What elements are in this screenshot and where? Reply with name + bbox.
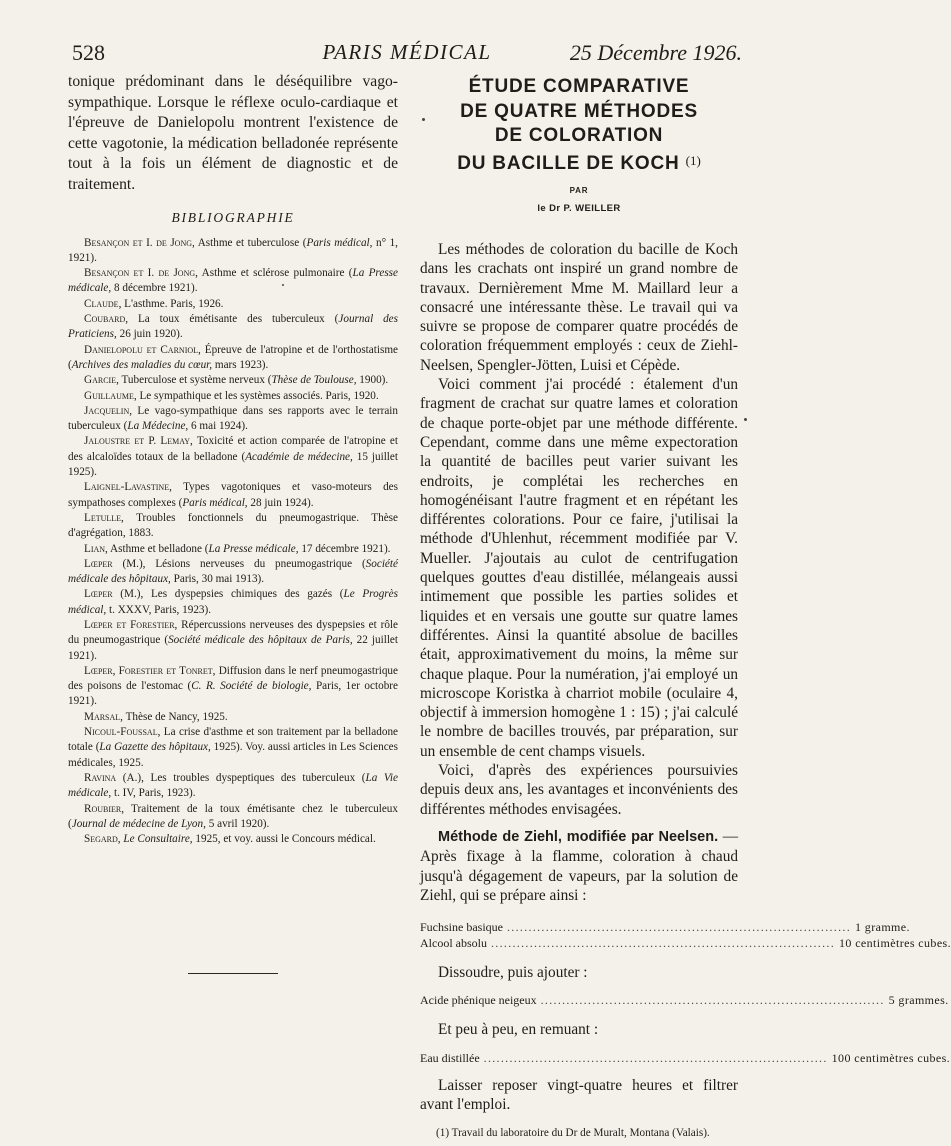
bibliography-author: Garcie, — [84, 374, 119, 387]
bibliography-text: 5 avril 1920). — [205, 817, 270, 830]
method-title: Méthode de Ziehl, modifiée par Neelsen. — [438, 828, 719, 845]
bibliography-text: Asthme et belladone ( — [107, 542, 209, 555]
continued-paragraph: tonique prédominant dans le déséquilibre vago-sympathique. Lorsque le réflexe oculo-cardiaque et l'épreuve de Danielopolu montrent l'existence de cette vagotonie, la médication belladonée représente tout à la fois un élément de diagnostic et de traitement. — [68, 73, 398, 193]
bibliography-author: Segard, — [84, 833, 121, 846]
bibliography-author: Lœper, Forestier et Tonret, — [84, 664, 216, 677]
bibliography-source: Journal des Praticiens, — [68, 313, 398, 341]
bibliography-text: 1900). — [356, 374, 389, 387]
footnote: (1) Travail du laboratoire du Dr de Muralt, Montana (Valais). — [436, 1127, 710, 1140]
instruction: Dissoudre, puis ajouter : — [438, 964, 588, 982]
bibliography-text: Lésions nerveuses du pneumogastrique ( — [145, 557, 366, 570]
bibliography-source: La Vie médicale, — [68, 771, 398, 800]
bibliography-author: Laignel-Lavastine, — [84, 481, 172, 494]
issue-date: 25 Décembre 1926. — [569, 40, 742, 65]
method-text: — Après fixage à la flamme, coloration à chaud jusqu'à dégagement de vapeurs, par la solution de Ziehl, qui se prépare ainsi : — [420, 827, 738, 904]
bibliography-text: 22 juillet 1921). — [68, 634, 398, 662]
bibliography-source: Paris médical, — [182, 496, 248, 509]
ingredient-name: Eau distillée — [420, 1050, 480, 1065]
bibliography-source: Société médicale des hôpitaux de Paris, — [168, 634, 353, 647]
bibliography-author: Marsal, — [84, 710, 123, 723]
scan-speck — [744, 418, 747, 421]
bibliography-entry — [68, 771, 398, 802]
bibliography-entry — [68, 297, 398, 312]
bibliography-text: Diffusion dans le nerf pneumogastrique des poisons de l'estomac ( — [68, 664, 398, 693]
bibliography-entry — [68, 664, 398, 710]
bibliography-text: Les troubles dyspeptiques des tuberculeux ( — [143, 771, 366, 784]
bibliography-author: Lœper et Forestier, — [84, 618, 178, 631]
bibliography-text: 15 juillet 1925). — [68, 450, 398, 479]
bibliography-author: Claude, — [84, 297, 122, 310]
bibliography-entry — [68, 266, 398, 297]
bibliography-text: n° 1, 1921). — [68, 236, 398, 264]
bibliography-text: La toux émétisante des tuberculeux ( — [128, 313, 339, 326]
title-line — [420, 149, 738, 177]
bibliography-list — [68, 236, 398, 848]
bibliography-entry — [68, 618, 398, 664]
ingredient-name: Acide phénique neigeux — [420, 993, 537, 1008]
bibliography-source: Académie de médecine, — [245, 450, 353, 463]
journal-title: PARIS MÉDICAL — [322, 40, 492, 64]
title-line: ÉTUDE COMPARATIVE — [468, 76, 690, 97]
bibliography-entry — [68, 373, 398, 388]
bibliography-text: L'asthme. Paris, 1926. — [121, 297, 224, 310]
instruction: Et peu à peu, en remuant : — [438, 1021, 599, 1039]
recipe-row — [420, 992, 949, 1008]
title-line-text: DU BACILLE DE KOCH — [457, 152, 680, 174]
body-paragraph: Les méthodes de coloration du bacille de Koch dans les crachats ont inspiré un grand nombre de travaux. Dernièrement Mme M. Maillard leur a consacré une intéressante thèse. Le travail qui va suivre se propose de comparer quatre procédés de coloration fréquemment employés : ceux de Ziehl-Neelsen, Spengler-Jötten, Luisi et Cépède. — [420, 241, 738, 374]
bibliography-author: Roubier, — [84, 802, 125, 815]
bibliography-entry — [68, 802, 398, 833]
bibliography-source: La Médecine, — [127, 420, 189, 433]
bibliography-entry — [68, 587, 398, 618]
bibliography-text: 17 décembre 1921). — [298, 542, 391, 555]
scan-speck — [422, 118, 425, 121]
bibliography-entry — [68, 404, 398, 435]
title-footnote-mark: (1) — [685, 152, 701, 168]
leader-dots: ................................................................................ — [507, 920, 851, 935]
bibliography-author: Lian, — [84, 542, 108, 555]
bibliography-text: Troubles fonctionnels du pneumogastrique. Thèse d'agrégation, 1883. — [68, 511, 398, 540]
running-header — [72, 40, 742, 70]
bibliography-source: C. R. Société de biologie, — [191, 680, 312, 693]
bibliography-author: Ravina (A.), — [84, 771, 144, 784]
bibliography-text: t. IV, Paris, 1923). — [111, 787, 196, 800]
bibliography-text: 26 juin 1920). — [116, 328, 183, 341]
bibliography-text: Le sympathique et les systèmes associés. Paris, 1920. — [136, 389, 379, 402]
recipe-row — [420, 919, 910, 935]
bibliography-entry — [68, 343, 398, 374]
bibliography-entry — [68, 511, 398, 542]
bibliography-text: 8 décembre 1921). — [111, 282, 198, 295]
bibliography-text: Le vago-sympathique dans ses rapports avec le terrain tuberculeux ( — [68, 404, 398, 433]
bibliography-text: Types vagotoniques et vaso-moteurs des sympathoses complexes ( — [68, 481, 398, 509]
left-column — [68, 72, 398, 974]
bibliography-entry — [68, 480, 398, 511]
author-name: le Dr P. WEILLER — [537, 203, 621, 214]
recipe-list — [420, 1050, 951, 1066]
bibliography-text: 1925, et voy. aussi le Concours médical. — [192, 833, 376, 846]
bibliography-author: Nicoul-Foussal, — [84, 726, 161, 739]
closing-paragraph: Laisser reposer vingt-quatre heures et filtrer avant l'emploi. — [420, 1076, 738, 1113]
bibliography-author: Danielopolu et Carniol, — [84, 343, 201, 356]
bibliography-entry — [68, 725, 398, 771]
bibliography-source: Société médicale des hôpitaux, — [68, 557, 398, 586]
bibliography-text: 28 juin 1924). — [247, 496, 314, 509]
title-line: DE COLORATION — [494, 125, 664, 146]
ingredient-quantity: 1 gramme. — [855, 920, 910, 935]
bibliography-text: Tuberculose et système nerveux ( — [118, 374, 272, 387]
bibliography-entry — [68, 389, 398, 404]
bibliography-source: Archives des maladies du cœur, — [71, 358, 213, 371]
right-column — [420, 72, 951, 1140]
bibliography-text: t. XXXV, Paris, 1923). — [106, 603, 212, 616]
bibliography-heading: BIBLIOGRAPHIE — [171, 209, 295, 225]
leader-dots: ................................................................................ — [491, 936, 835, 951]
bibliography-text: Traitement de la toux émétisante chez le tuberculeux ( — [68, 802, 398, 830]
bibliography-text: Thèse de Nancy, 1925. — [122, 710, 228, 723]
bibliography-source: Journal de médecine de Lyon, — [71, 817, 206, 830]
scan-speck — [282, 284, 284, 286]
bibliography-text: La crise d'asthme et son traitement par la belladone totale ( — [68, 726, 398, 754]
leader-dots: ................................................................................ — [483, 1050, 828, 1065]
bibliography-text: Paris, 1er octobre 1921). — [68, 680, 398, 708]
recipe-list — [420, 992, 949, 1008]
ingredient-quantity: 10 centimètres cubes. — [839, 936, 951, 951]
bibliography-author: Besançon et I. de Jong, — [84, 267, 198, 280]
bibliography-source: La Gazette des hôpitaux, — [99, 741, 211, 754]
article-title — [420, 75, 738, 176]
method-paragraph — [420, 827, 738, 905]
title-line: DE QUATRE MÉTHODES — [460, 100, 698, 122]
ingredient-quantity: 100 centimètres cubes. — [831, 1050, 951, 1065]
bibliography-author: Letulle, — [84, 511, 124, 524]
bibliography-author: Besançon et I. de Jong, — [84, 236, 195, 249]
leader-dots: ................................................................................ — [540, 993, 885, 1008]
body-paragraph: Voici, d'après des expériences poursuivies depuis deux ans, les avantages et inconvénients des différentes méthodes envisagées. — [420, 762, 738, 818]
bibliography-text: Asthme et tuberculose ( — [194, 236, 307, 249]
bibliography-author: Lœper (M.), — [84, 588, 144, 601]
bibliography-author: Guillaume, — [84, 389, 137, 402]
bibliography-text: Les dyspepsies chimiques des gazés ( — [143, 588, 344, 601]
body-paragraph: Voici comment j'ai procédé : étalement d'un fragment de crachat sur quatre lames et coloration de chaque porte-objet par une méthode différente. Cependant, comme dans une même expectoration la quantité de bacilles peut varier suivant les endroits, je complétai les recherches en homogénéisant l'autre fragment et en répétant les différentes colorations. Pour ce faire, j'utilisai la méthode d'Uhlenhut, récemment modifiée par V. Mueller. J'ajoutais au culot de centrifugation quelques gouttes d'eau distillée, mélangeais aussi intimement que possible les parties solides et liquides et en versais une goutte sur quatre lames différentes. Ainsi la quantité absolue de bacilles était, approximativement du moins, la même sur chaque plaque. Pour la numération, j'ai employé un microscope Koristka à charriot mobile (oculaire 4, objectif à immersion homogène 1 : 15) ; j'ai calculé le nombre de bacilles trouvés, par préparation, sur un ensemble de cent champs visuels. — [420, 376, 738, 760]
bibliography-text: Toxicité et action comparée de l'atropine et des alcaloïdes totaux de la belladone ( — [68, 435, 399, 463]
bibliography-text: Paris, 30 mai 1913). — [170, 573, 265, 586]
ingredient-name: Fuchsine basique — [420, 920, 503, 935]
bibliography-source: La Presse médicale, — [68, 267, 399, 295]
bibliography-text: Asthme et sclérose pulmonaire ( — [197, 267, 353, 280]
bibliography-entry — [68, 710, 398, 725]
bibliography-entry — [68, 434, 398, 480]
par-label: PAR — [569, 186, 589, 195]
bibliography-text: Épreuve de l'atropine et de l'orthostatisme ( — [68, 343, 398, 371]
bibliography-text: Répercussions nerveuses des dyspepsies et rôle du pneumogastrique ( — [68, 618, 398, 647]
bibliography-entry — [68, 542, 398, 557]
bibliography-entry — [68, 312, 398, 343]
bibliography-source: Thèse de Toulouse, — [271, 374, 357, 387]
recipe-row — [420, 935, 951, 951]
bibliography-entry — [68, 557, 398, 588]
bibliography-author: Jaloustre et P. Lemay, — [84, 435, 193, 448]
bibliography-author: Coubard, — [84, 313, 129, 326]
bibliography-author: Lœper (M.), — [84, 557, 146, 570]
bibliography-author: Jacquelin, — [84, 404, 133, 417]
bibliography-text: 6 mai 1924). — [188, 420, 248, 433]
bibliography-entry — [68, 832, 398, 847]
ingredient-name: Alcool absolu — [420, 936, 487, 951]
bibliography-source: Le Consultaire, — [123, 833, 193, 846]
bibliography-source: Le Progrès médical, — [68, 588, 398, 616]
bibliography-source: Paris médical, — [306, 236, 373, 249]
recipe-row — [420, 1050, 951, 1066]
page-number: 528 — [72, 40, 105, 65]
bibliography-source: La Presse médicale, — [208, 542, 299, 555]
bibliography-text: 1925). Voy. aussi articles in Les Sciences médicales, 1925. — [68, 741, 398, 769]
bibliography-text: mars 1923). — [212, 358, 269, 371]
bibliography-entry — [68, 236, 398, 267]
column-separator-rule — [188, 973, 278, 974]
ingredient-quantity: 5 grammes. — [888, 993, 949, 1008]
recipe-list — [420, 919, 951, 951]
